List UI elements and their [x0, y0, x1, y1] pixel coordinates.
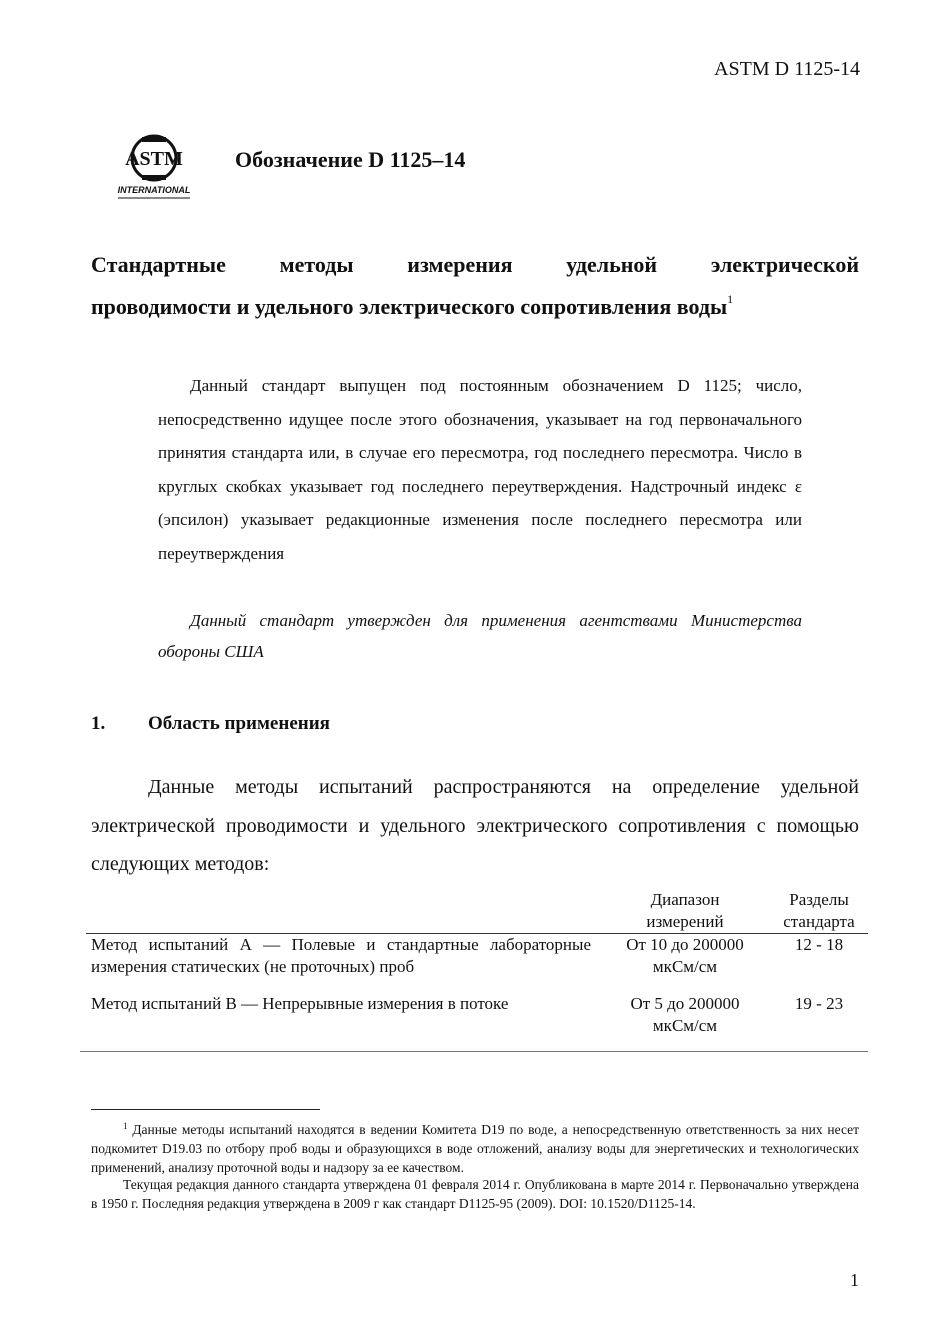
footnote-1: $^1$ Данные методы испытаний находятся в ведении Комитета D19 по воде, а непосредственную ответственность за них несет подкомитет D19.03 по отбору проб воды и образующихся в воде отложений, анализу воды для энергетических и технологических применений, анализу проточной воды и надзору за ее качеством.: [91, 1121, 860, 1175]
document-title-line1: Стандартные методы измерения удельной электрической: [91, 252, 859, 277]
footnote-separator: [91, 1109, 320, 1110]
table-cell-sections-b: 19 - 23: [794, 994, 844, 1013]
table-cell-sections-a: 12 - 18: [794, 935, 844, 954]
logo-text: ASTM: [125, 148, 183, 170]
table-header-range: Диапазон измерений: [646, 890, 724, 931]
table-cell-range-a: От 10 до 200000 мкСм/см: [626, 935, 744, 976]
table-row-method-a: Метод испытаний А — Полевые и стандартные лабораторные измерения статических (не проточных) проб: [91, 935, 591, 976]
astm-logo: [112, 128, 196, 200]
document-title-line2: проводимости и удельного электрического сопротивления воды$^1$: [91, 292, 734, 319]
table-header-sections: Разделы стандарта: [783, 890, 855, 931]
logo-subtext: INTERNATIONAL: [117, 185, 191, 195]
table-row-method-b: Метод испытаний В — Непрерывные измерения в потоке: [91, 994, 509, 1013]
footnote-marker: 1: [123, 1121, 128, 1131]
dod-approval-notice: Данный стандарт утвержден для применения агентствами Министерства обороны США: [158, 611, 802, 661]
title-footnote-ref: 1: [727, 292, 734, 306]
page-number: 1: [850, 1270, 859, 1290]
designation-heading: Обозначение D 1125–14: [235, 147, 466, 172]
document-code: ASTM D 1125-14: [714, 58, 860, 80]
table-cell-range-b: От 5 до 200000 мкСм/см: [630, 994, 740, 1035]
table-bottom-rule: [80, 1051, 868, 1052]
designation-notice: Данный стандарт выпущен под постоянным обозначением D 1125; число, непосредственно идущее после этого обозначения, указывает на год первоначального принятия стандарта или, в случае его пересмотра, год последнего пересмотра. Число в круглых скобках указывает год последнего переутверждения. Надстрочный индекс ε (эпсилон) указывает редакционные изменения после последнего пересмотра или переутверждения: [158, 376, 802, 563]
section-number: 1.: [91, 713, 106, 734]
scope-paragraph: Данные методы испытаний распространяются на определение удельной электрической проводимости и удельного электрического сопротивления с помощью следующих методов:: [91, 776, 859, 875]
section-title: Область применения: [148, 713, 330, 734]
footnote-1-continued: Текущая редакция данного стандарта утверждена 01 февраля 2014 г. Опубликована в марте 2014 г. Первоначально утверждена в 1950 г. Последняя редакция утверждена в 2009 г как стандарт D1125-95 (2009). DOI: 10.1520/D1125-14.: [91, 1177, 859, 1211]
